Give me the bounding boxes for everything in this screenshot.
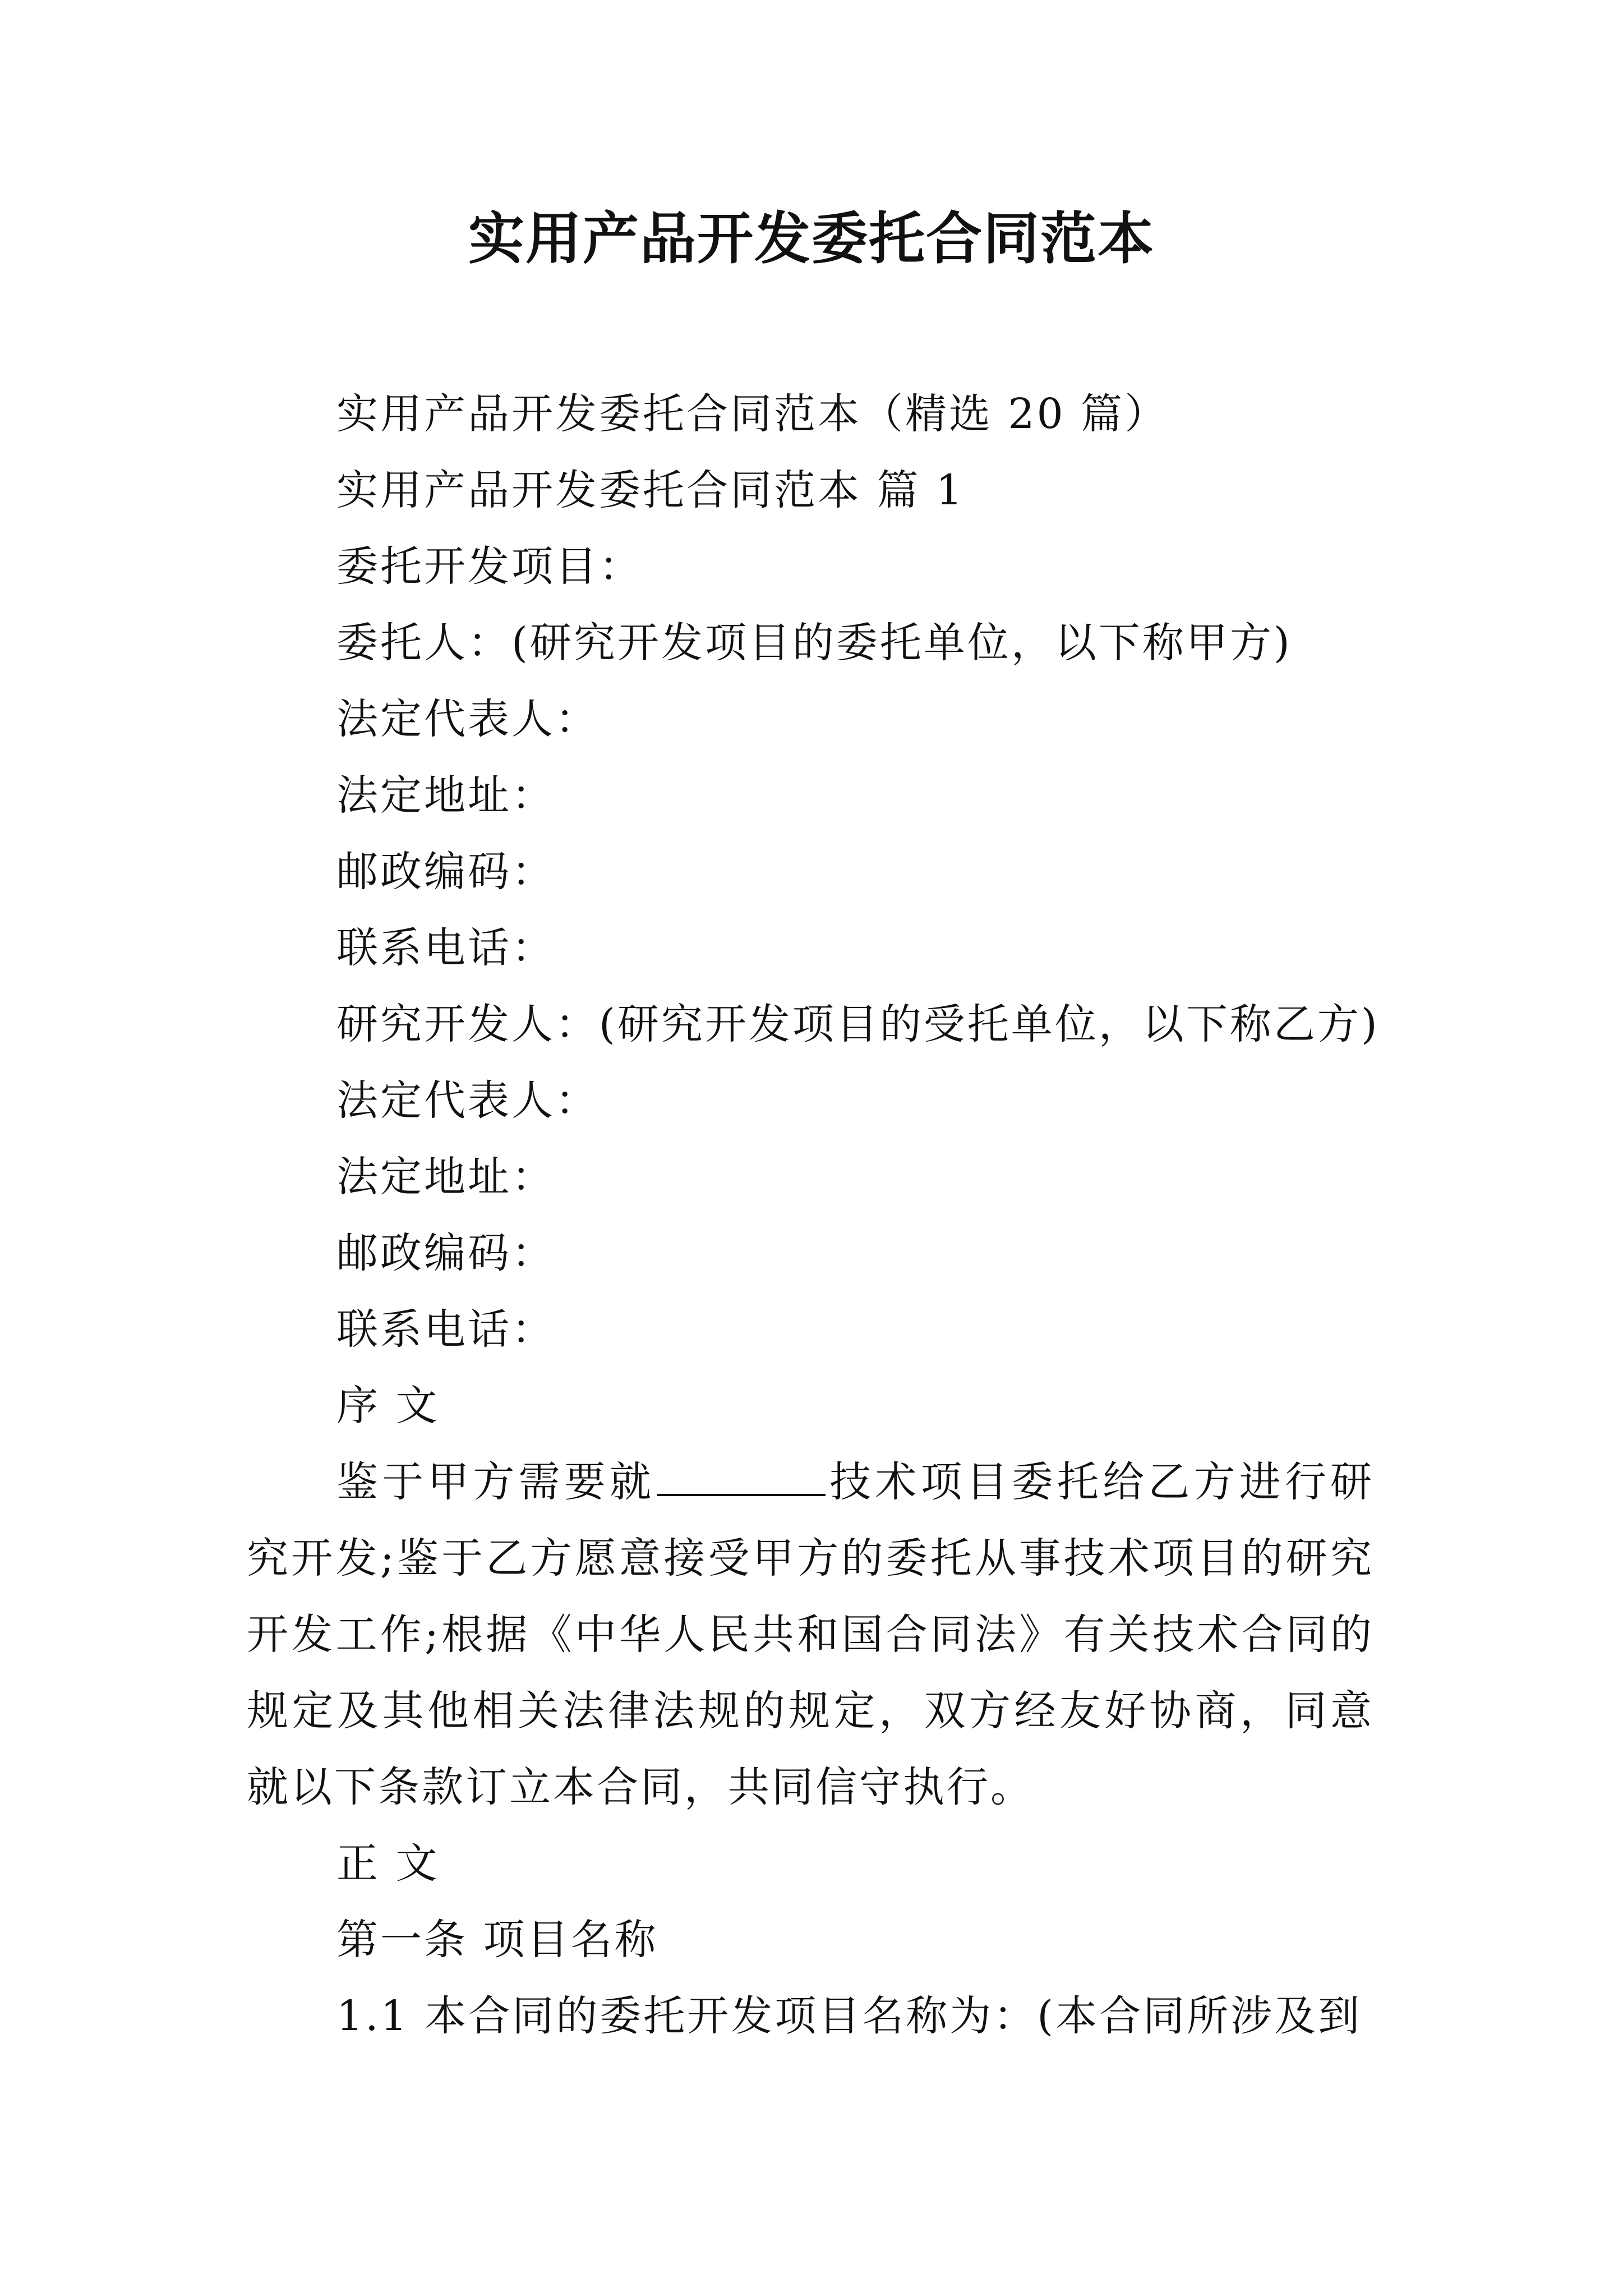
preface-paragraph bbox=[247, 1444, 1374, 1825]
subtitle-line: 实用产品开发委托合同范本（精选 20 篇） bbox=[336, 390, 1169, 438]
client-phone-field: 联系电话： bbox=[336, 924, 555, 972]
section-heading-line: 实用产品开发委托合同范本 篇 1 bbox=[336, 466, 965, 514]
client-postcode-field: 邮政编码： bbox=[336, 848, 555, 896]
developer-postcode-field: 邮政编码： bbox=[336, 1229, 555, 1277]
client-legal-rep-field: 法定代表人： bbox=[336, 695, 599, 743]
preface-paragraph-start: 鉴于甲方需要就 bbox=[336, 1458, 656, 1506]
preface-paragraph-rest: 技术项目委托给乙方进行研究开发;鉴于乙方愿意接受甲方的委托从事技术项目的研究开发工作;根据《中华人民共和国合同法》有关技术合同的规定及其他相关法律法规的规定，双方经友好协商，同意就以下条款订立本合同，共同信守执行。 bbox=[247, 1458, 1375, 1811]
developer-address-field: 法定地址： bbox=[336, 1153, 555, 1201]
preface-heading: 序 文 bbox=[336, 1382, 440, 1430]
main-text-heading: 正 文 bbox=[336, 1839, 440, 1888]
clause-1-1: 1.1 本合同的委托开发项目名称为：(本合同所涉及到 bbox=[336, 1992, 1362, 2040]
developer-phone-field: 联系电话： bbox=[336, 1305, 555, 1354]
project-field: 委托开发项目： bbox=[336, 542, 643, 591]
document-title: 实用产品开发委托合同范本 bbox=[468, 205, 1155, 272]
document-body bbox=[247, 376, 1380, 2054]
blank-underline bbox=[657, 1455, 826, 1496]
developer-legal-rep-field: 法定代表人： bbox=[336, 1076, 599, 1125]
developer-field: 研究开发人：(研究开发项目的受托单位，以下称乙方) bbox=[336, 1000, 1380, 1048]
client-field: 委托人：(研究开发项目的委托单位，以下称甲方) bbox=[336, 619, 1292, 667]
client-address-field: 法定地址： bbox=[336, 771, 555, 820]
article-one-heading: 第一条 项目名称 bbox=[336, 1916, 658, 1964]
